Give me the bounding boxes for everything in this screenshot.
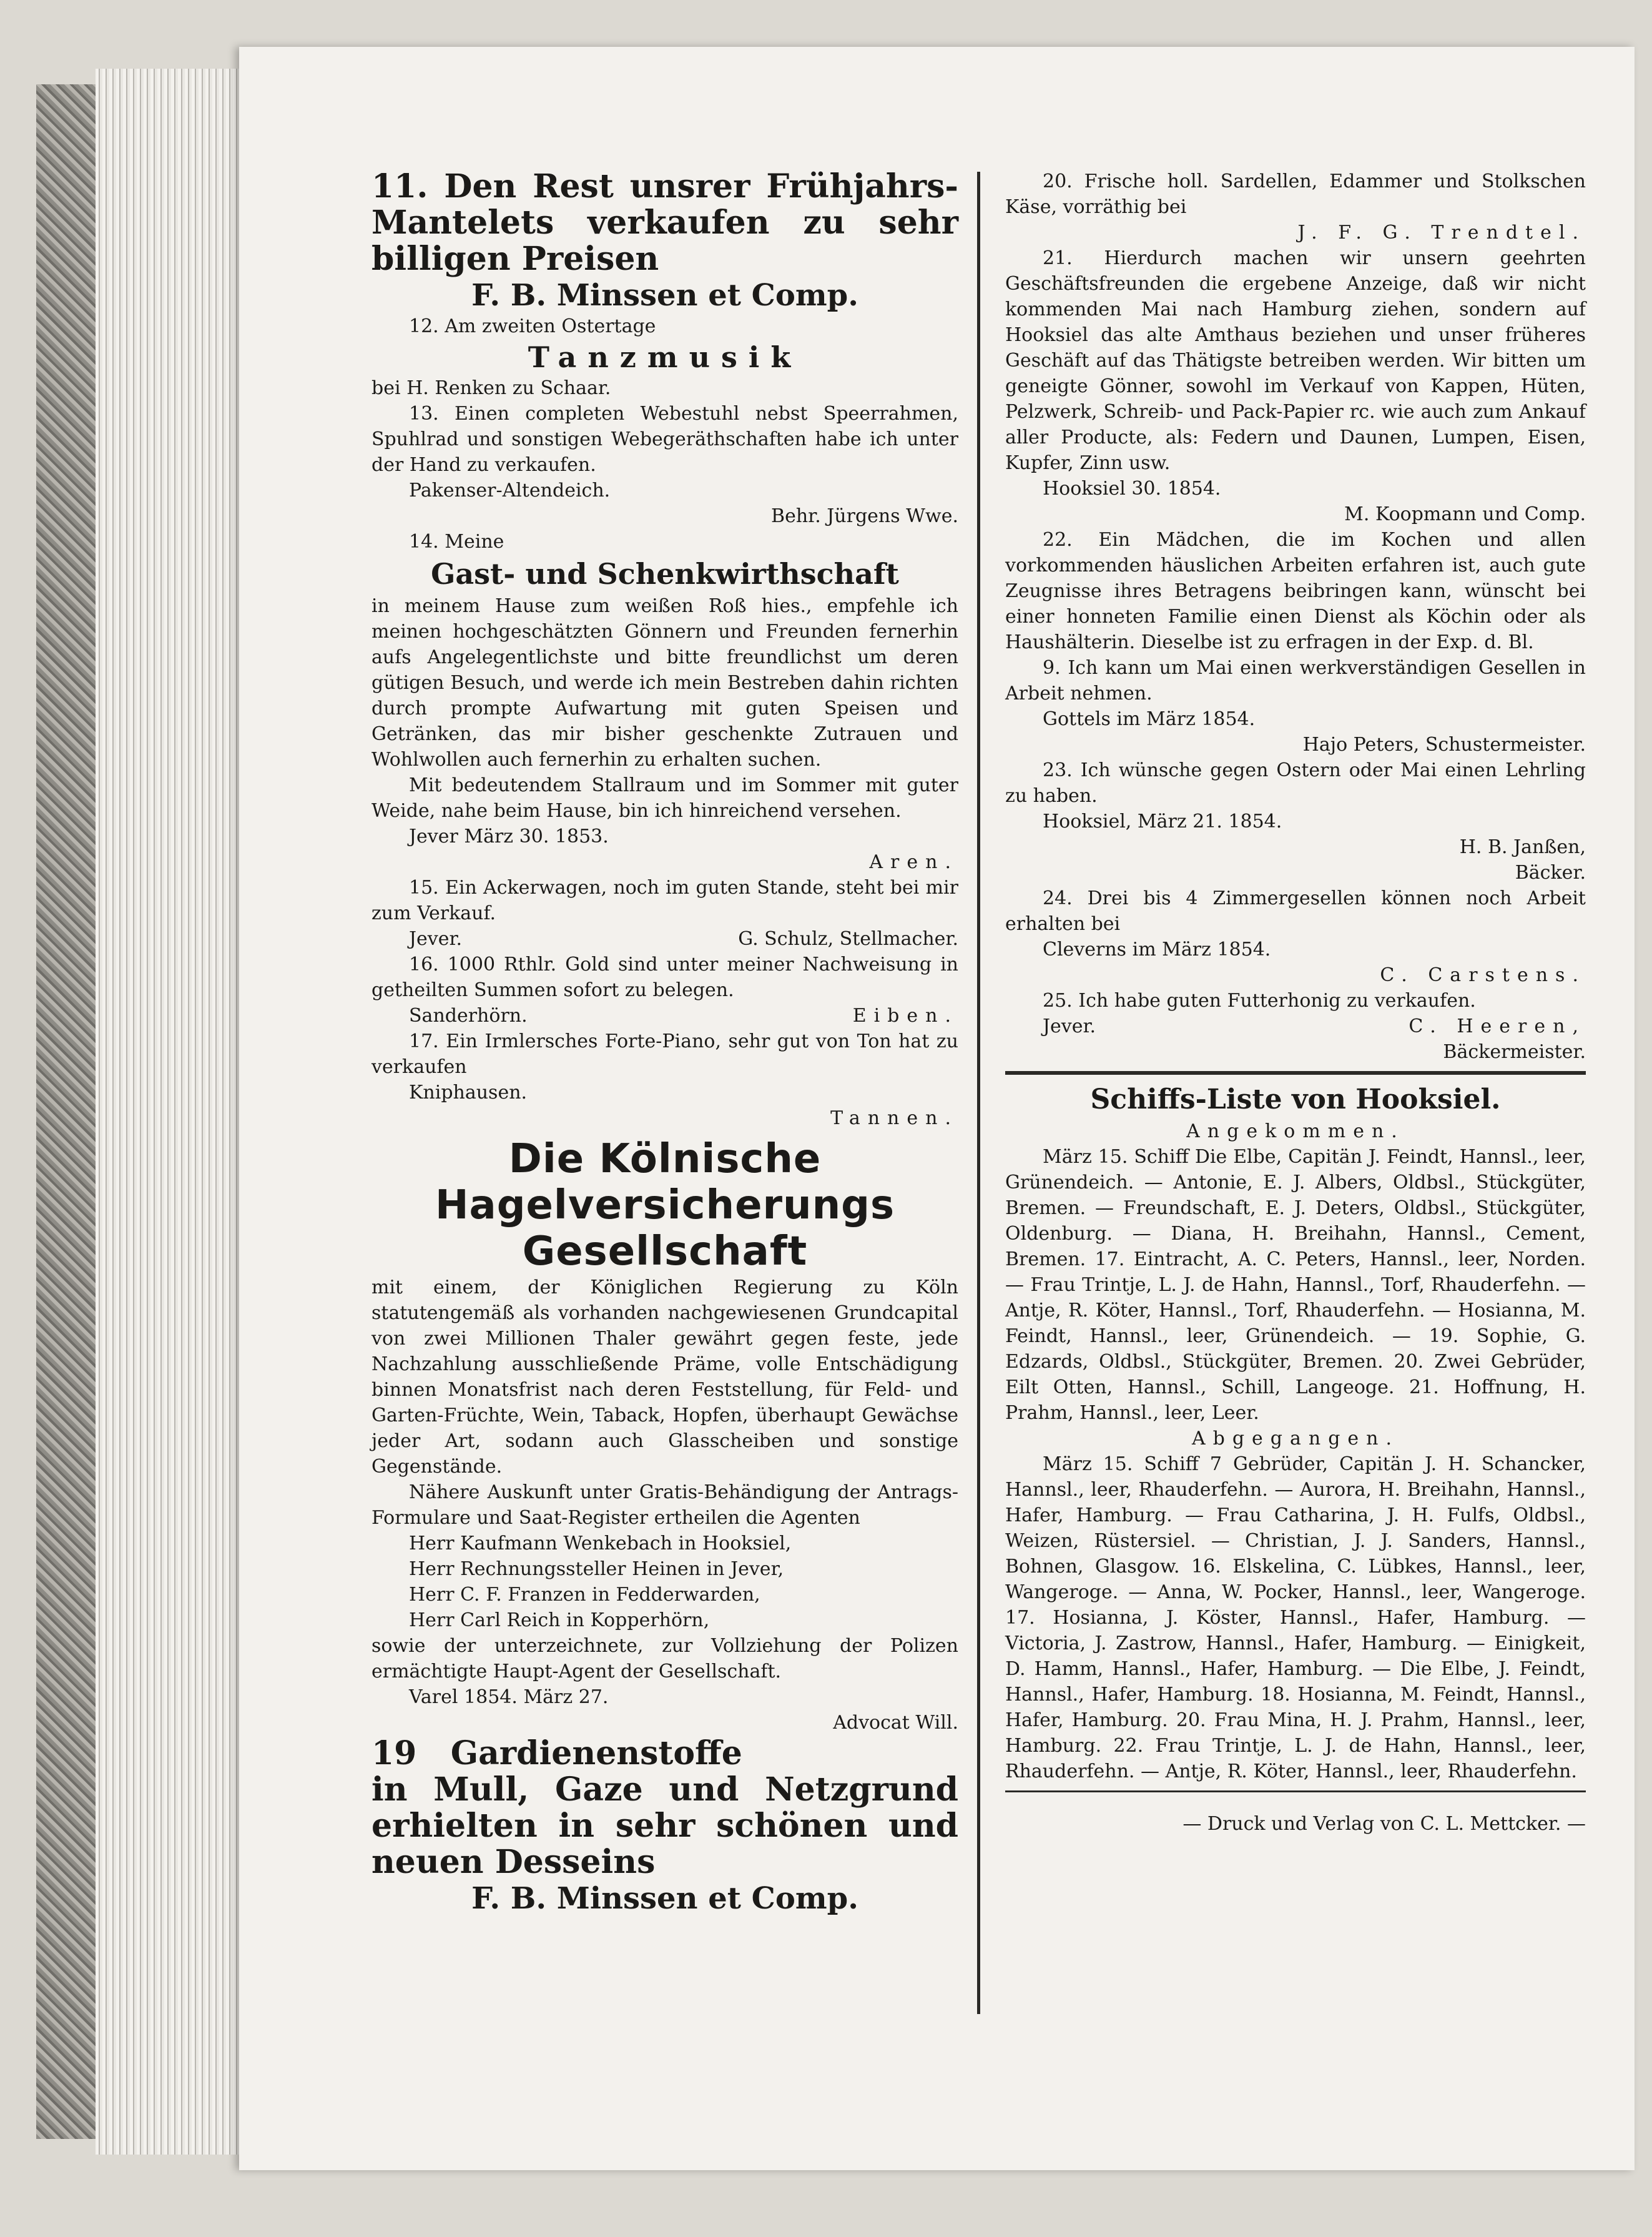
- ad-25: [1005, 988, 1586, 1065]
- ad-19: [371, 1736, 958, 1917]
- ad-14-text: in meinem Hause zum weißen Roß hies., empfehle ich meinen hochgeschätzten Gönnern und Freunden fernerhin aufs Angelegentlichste und bitte freundlichst um deren gütigen Besuch, und werde ich mein Bestreben dahin richten durch prompte Aufwartung mit guten Speisen und Getränken, das mir bisher geschenkte Zutrauen und Wohlwollen auch fernerhin zu erhalten suchen.: [371, 595, 958, 771]
- ad-koelnische: [371, 1136, 958, 1736]
- ad-21-date: Hooksiel 30. 1854.: [1043, 478, 1221, 500]
- imprint-rule: [1005, 1790, 1586, 1792]
- ad-14-intro: 14. Meine: [409, 531, 504, 553]
- ad-22: [1005, 527, 1586, 655]
- ad-16-signature: Eiben.: [852, 1005, 958, 1027]
- ad-11: [371, 169, 958, 314]
- ad-24-signature: C. Carstens.: [1380, 964, 1586, 986]
- ad-23-date: Hooksiel, März 21. 1854.: [1043, 811, 1282, 832]
- ad-13-signature: Behr. Jürgens Wwe.: [771, 505, 958, 527]
- right-column: [1005, 119, 1586, 1855]
- ad-19-text: in Mull, Gaze und Netzgrund erhielten in sehr schönen und neuen Desseins: [371, 1770, 958, 1881]
- schiffs-liste-title: Schiffs-Liste von Hooksiel.: [1090, 1084, 1501, 1115]
- ad-13-place: Pakenser-Altendeich.: [409, 480, 611, 501]
- imprint: — Druck und Verlag von C. L. Mettcker. —: [1182, 1813, 1586, 1835]
- koeln-signature: Advocat Will.: [833, 1712, 958, 1734]
- ad-14-title: Gast- und Schenkwirthschaft: [431, 557, 899, 591]
- ad-24: [1005, 886, 1586, 988]
- ad-25-signature: C. Heeren,: [1409, 1015, 1586, 1037]
- page-edges: [96, 69, 239, 2155]
- ad-17-text: 17. Ein Irmlersches Forte-Piano, sehr gut von Ton hat zu verkaufen: [371, 1030, 958, 1078]
- ad-9: [1005, 655, 1586, 758]
- ad-12-line: bei H. Renken zu Schaar.: [371, 377, 611, 399]
- ad-15-footer: [371, 926, 958, 952]
- koeln-agent-4: Herr Carl Reich in Kopperhörn,: [409, 1609, 710, 1631]
- ad-23-signature: H. B. Janßen,: [1459, 836, 1586, 858]
- ad-17-place: Kniphausen.: [409, 1082, 528, 1104]
- ad-25-signature-title: Bäckermeister.: [1443, 1041, 1586, 1063]
- ad-19-title: 19 Gardienenstoffe: [371, 1734, 742, 1772]
- ad-15: [371, 875, 958, 952]
- koeln-agent-3: Herr C. F. Franzen in Fedderwarden,: [409, 1584, 760, 1606]
- ad-25-text: 25. Ich habe guten Futterhonig zu verkaufen.: [1043, 990, 1476, 1012]
- koeln-text3: sowie der unterzeichnete, zur Vollziehung der Polizen ermächtigte Haupt-Agent der Gesellschaft.: [371, 1635, 958, 1682]
- ad-20: [1005, 169, 1586, 245]
- ad-25-footer: [1005, 1014, 1586, 1039]
- ad-24-place: Cleverns im März 1854.: [1043, 939, 1271, 960]
- ad-14-text2: Mit bedeutendem Stallraum und im Sommer mit guter Weide, nahe beim Hause, bin ich hinreichend versehen.: [371, 774, 958, 822]
- ad-11-number: 11.: [371, 167, 428, 205]
- koeln-title-line2: Hagelversicherungs: [435, 1182, 895, 1228]
- koeln-title-line3: Gesellschaft: [522, 1228, 808, 1275]
- ad-24-text: 24. Drei bis 4 Zimmergesellen können noch Arbeit erhalten bei: [1005, 887, 1586, 935]
- ad-11-firm: F. B. Minssen et Comp.: [471, 278, 858, 313]
- book-spine: [36, 84, 96, 2139]
- left-column: [371, 119, 958, 1917]
- section-rule: [1005, 1071, 1586, 1075]
- ad-12-title: Tanzmusik: [528, 340, 802, 374]
- ad-21: [1005, 245, 1586, 527]
- ad-17-signature: Tannen.: [830, 1107, 958, 1129]
- ad-19-firm: F. B. Minssen et Comp.: [471, 1881, 858, 1916]
- ad-20-signature: J. F. G. Trendtel.: [1297, 222, 1586, 244]
- ad-22-text: 22. Ein Mädchen, die im Kochen und allen vorkommenden häuslichen Arbeiten erfahren ist, auch gute Zeugnisse ihres Betragens beibringen kann, wünscht bei einer honneten Familie einen Dienst als Köchin oder als Haushälterin. Dieselbe ist zu erfragen in der Exp. d. Bl.: [1005, 529, 1586, 653]
- ad-9-text: 9. Ich kann um Mai einen werkverständigen Gesellen in Arbeit nehmen.: [1005, 657, 1586, 704]
- departed-heading: Abgegangen.: [1191, 1428, 1400, 1449]
- koeln-date: Varel 1854. März 27.: [409, 1686, 609, 1708]
- ad-14-date: Jever März 30. 1853.: [409, 826, 609, 847]
- ad-14: [371, 529, 958, 875]
- ad-15-signature: G. Schulz, Stellmacher.: [738, 928, 958, 950]
- ad-13: [371, 401, 958, 529]
- koeln-agent-2: Herr Rechnungssteller Heinen in Jever,: [409, 1558, 784, 1580]
- koeln-title-line1: Die Kölnische: [508, 1136, 822, 1182]
- koeln-text: mit einem, der Königlichen Regierung zu Köln statutengemäß als vorhanden nachgewiesenen Grundcapital von zwei Millionen Thaler gewährt gegen feste, jede Nachzahlung ausschließende Präme, volle Entschädigung binnen Monatsfrist nach deren Feststellung, für Feld- und Garten-Früchte, Wein, Taback, Hopfen, überhaupt Gewächse jeder Art, sodann auch Glasscheiben und sonstige Gegenstände.: [371, 1277, 958, 1478]
- departed-list: März 15. Schiff 7 Gebrüder, Capitän J. H. Schancker, Hannsl., leer, Rhauderfehn. — Aurora, H. Breihahn, Hannsl., Hafer, Hamburg. — Frau Catharina, J. H. Fulfs, Oldbsl., Weizen, Rüstersiel. — Christian, J. J. Sanders, Hannsl., Bohnen, Glasgow. 16. Elskelina, C. Lübkes, Hannsl., leer, Wangeroge. — Anna, W. Pocker, Hannsl., leer, Wangeroge. 17. Hosianna, J. Köster, Hannsl., Hafer, Hamburg. — Victoria, J. Zastrow, Hannsl., Hafer, Hamburg. — Einigkeit, D. Hamm, Hannsl., Hafer, Hamburg. — Die Elbe, J. Feindt, Hannsl., Hafer, Hamburg. 18. Hosianna, M. Feindt, Hannsl., Hafer, Hamburg. 20. Frau Mina, H. J. Prahm, Hannsl., leer, Hamburg. 22. Frau Trintje, L. J. de Hahn, Hannsl., leer, Rhauderfehn. — Antje, R. Köter, Hannsl., leer, Rhauderfehn.: [1005, 1453, 1586, 1782]
- ad-16: [371, 952, 958, 1029]
- koeln-text2: Nähere Auskunft unter Gratis-Behändigung der Antrags-Formulare und Saat-Register ertheilen die Agenten: [371, 1481, 958, 1529]
- ad-16-place: Sanderhörn.: [409, 1005, 528, 1027]
- koeln-agent-1: Herr Kaufmann Wenkebach in Hooksiel,: [409, 1533, 792, 1554]
- ad-23-signature-title: Bäcker.: [1515, 862, 1586, 884]
- ad-9-place: Gottels im März 1854.: [1043, 708, 1256, 730]
- arrived-heading: Angekommen.: [1186, 1120, 1405, 1142]
- ad-16-footer: [371, 1003, 958, 1029]
- ad-9-signature: Hajo Peters, Schustermeister.: [1302, 734, 1586, 756]
- ad-20-text: 20. Frische holl. Sardellen, Edammer und Stolkschen Käse, vorräthig bei: [1005, 170, 1586, 218]
- ad-23-text: 23. Ich wünsche gegen Ostern oder Mai einen Lehrling zu haben.: [1005, 759, 1586, 807]
- ad-15-text: 15. Ein Ackerwagen, noch im guten Stande, steht bei mir zum Verkauf.: [371, 877, 958, 924]
- ad-16-text: 16. 1000 Rthlr. Gold sind unter meiner Nachweisung in getheilten Summen sofort zu belegen.: [371, 954, 958, 1001]
- ad-11-headline: 11. Den Rest unsrer Frühjahrs-Mantelets verkaufen zu sehr billigen Preisen: [371, 167, 958, 278]
- ad-12-text: 12. Am zweiten Ostertage: [409, 315, 656, 337]
- ad-17: [371, 1029, 958, 1131]
- schiffs-liste: [1005, 1081, 1586, 1784]
- ad-25-place: Jever.: [1043, 1015, 1096, 1037]
- ad-14-signature: Aren.: [869, 851, 958, 873]
- arrived-list: März 15. Schiff Die Elbe, Capitän J. Feindt, Hannsl., leer, Grünendeich. — Antonie, E. J. Albers, Oldbsl., Stückgüter, Bremen. — Freundschaft, E. J. Deters, Oldbsl., Stückgüter, Oldenburg. — Diana, H. Breihahn, Hannsl., Cement, Bremen. 17. Eintracht, A. C. Peters, Hannsl., leer, Norden. — Frau Trintje, L. J. de Hahn, Hannsl., Torf, Rhauderfehn. — Antje, R. Köter, Hannsl., Torf, Rhauderfehn. — Hosianna, M. Feindt, Hannsl., leer, Grünendeich. — 19. Sophie, G. Edzards, Oldbsl., Stückgüter, Bremen. 20. Zwei Gebrüder, Eilt Otten, Hannsl., Schill, Langeoge. 21. Hoffnung, H. Prahm, Hannsl., leer, Leer.: [1005, 1146, 1586, 1424]
- column-divider: [977, 172, 980, 2014]
- ad-19-number: 19: [371, 1734, 417, 1772]
- ad-15-place: Jever.: [409, 928, 463, 950]
- ad-23: [1005, 758, 1586, 886]
- ad-21-signature: M. Koopmann und Comp.: [1344, 503, 1586, 525]
- ad-21-text: 21. Hierdurch machen wir unsern geehrten Geschäftsfreunden die ergebene Anzeige, daß wir nicht kommenden Mai nach Hamburg ziehen, sondern auf Hooksiel das alte Amthaus beziehen und unser früheres Geschäft auf das Thätigste betreiben werden. Wir bitten um geneigte Gönner, sowohl im Verkauf von Kappen, Hüten, Pelzwerk, Schreib- und Pack-Papier rc. wie auch zum Ankauf aller Producte, als: Federn und Daunen, Lumpen, Eisen, Kupfer, Zinn usw.: [1005, 247, 1586, 474]
- ad-12: [371, 314, 958, 401]
- ad-13-text: 13. Einen completen Webestuhl nebst Speerrahmen, Spuhlrad und sonstigen Webegeräthschaften habe ich unter der Hand zu verkaufen.: [371, 403, 958, 476]
